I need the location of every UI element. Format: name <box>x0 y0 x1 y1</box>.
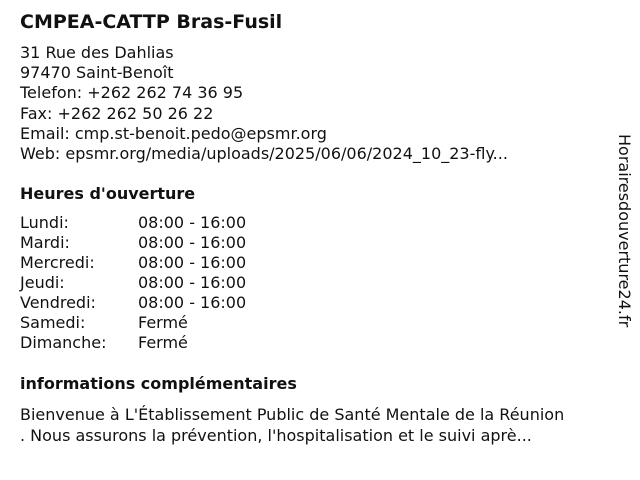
page-title: CMPEA-CATTP Bras-Fusil <box>20 11 283 33</box>
day-label: Jeudi: <box>20 273 65 292</box>
opening-hours-heading: Heures d'ouverture <box>20 184 196 203</box>
hours-value: 08:00 - 16:00 <box>138 233 247 252</box>
hours-row-dimanche <box>20 333 246 353</box>
hours-value: 08:00 - 16:00 <box>138 213 247 232</box>
hours-row-vendredi <box>20 293 246 313</box>
hours-row-samedi <box>20 313 246 333</box>
address-city: 97470 Saint-Benoît <box>20 63 174 83</box>
hours-row-mercredi <box>20 253 246 273</box>
contact-block <box>20 43 508 164</box>
hours-value: 08:00 - 16:00 <box>138 253 247 272</box>
day-label: Mercredi: <box>20 253 95 272</box>
info-line-2: . Nous assurons la prévention, l'hospitalisation et le suivi aprè... <box>20 426 532 445</box>
hours-row-jeudi <box>20 273 246 293</box>
fax-number: Fax: +262 262 50 26 22 <box>20 103 214 123</box>
phone-number: Telefon: +262 262 74 36 95 <box>20 83 244 103</box>
hours-value: 08:00 - 16:00 <box>138 293 247 312</box>
day-label: Vendredi: <box>20 293 96 312</box>
hours-value: 08:00 - 16:00 <box>138 273 247 292</box>
address-street: 31 Rue des Dahlias <box>20 43 174 62</box>
info-line-1: Bienvenue à L'Établissement Public de Santé Mentale de la Réunion <box>20 405 565 424</box>
hours-value: Fermé <box>138 313 188 332</box>
day-label: Dimanche: <box>20 333 107 352</box>
website-url: Web: epsmr.org/media/uploads/2025/06/06/2024_10_23-fly... <box>20 144 508 164</box>
hours-row-mardi <box>20 233 246 253</box>
email-address: Email: cmp.st-benoit.pedo@epsmr.org <box>20 123 327 143</box>
opening-hours-list <box>20 213 246 353</box>
day-label: Samedi: <box>20 313 86 332</box>
additional-info-text <box>20 404 620 446</box>
hours-value: Fermé <box>138 333 188 352</box>
day-label: Lundi: <box>20 213 69 232</box>
watermark-text: Horairesdouverture24.fr <box>615 134 634 328</box>
additional-info-heading: informations complémentaires <box>20 374 297 393</box>
hours-row-lundi <box>20 213 246 233</box>
day-label: Mardi: <box>20 233 70 252</box>
